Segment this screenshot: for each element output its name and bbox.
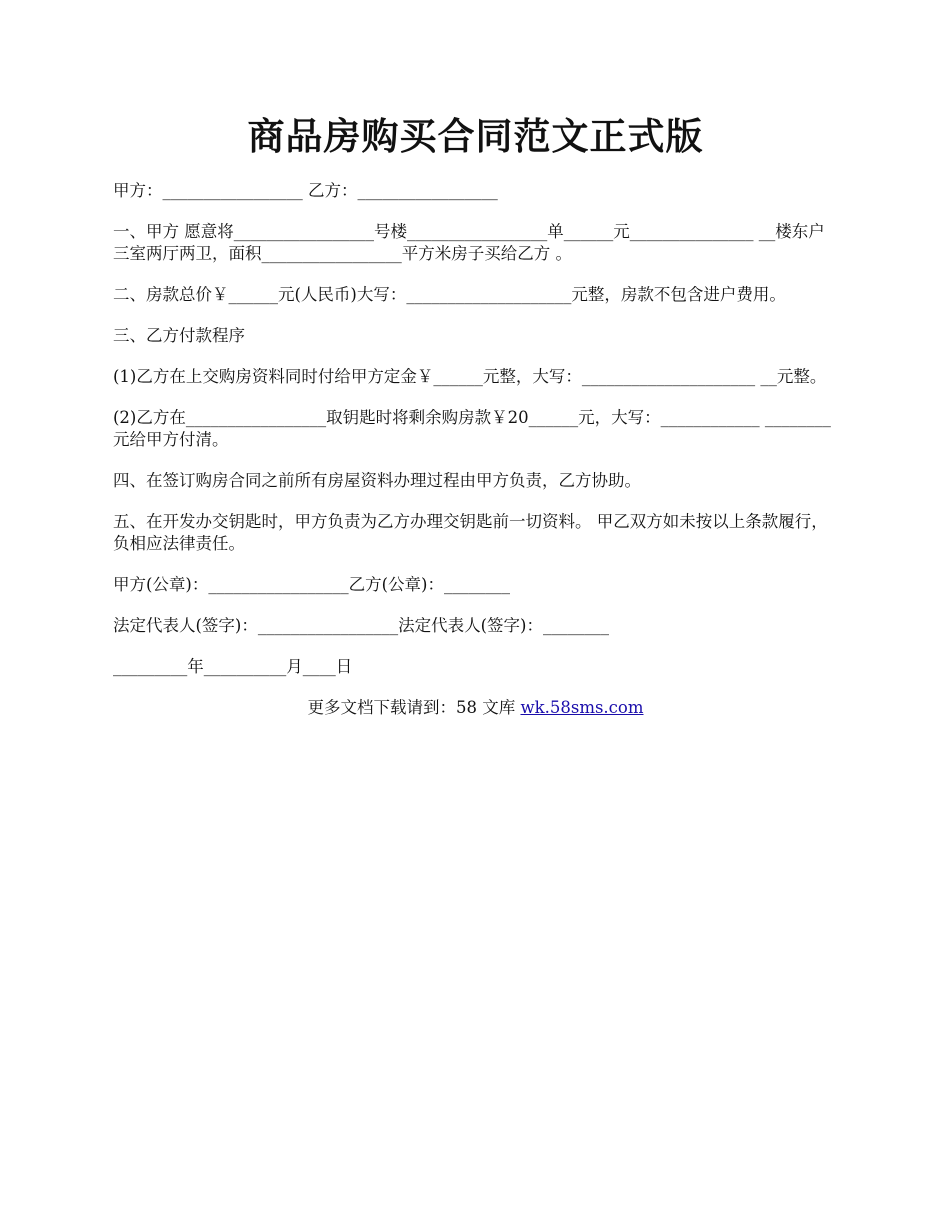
clause-5: 五、在开发办交钥匙时，甲方负责为乙方办理交钥匙前一切资料。 甲乙双方如未按以上条款履行，负相应法律责任。	[113, 512, 828, 553]
clause-3-heading: 三、乙方付款程序	[113, 326, 245, 345]
parties-line: 甲方：_________________ 乙方：_________________	[113, 181, 498, 200]
seal-line: 甲方(公章)：_________________乙方(公章)：________	[113, 575, 510, 594]
clause-3-item-2: (2)乙方在_________________取钥匙时将剩余购房款￥20______元，大写：____________ ________元给甲方付清。	[113, 408, 831, 449]
date-line: _________年__________月____日	[113, 657, 353, 676]
download-footer	[113, 697, 838, 719]
clause-2: 二、房款总价￥______元(人民币)大写：____________________元整，房款不包含进户费用。	[113, 285, 786, 304]
clause-4: 四、在签订购房合同之前所有房屋资料办理过程由甲方负责，乙方协助。	[113, 471, 641, 490]
document-page	[113, 112, 838, 719]
clause-3-item-1: (1)乙方在上交购房资料同时付给甲方定金￥______元整，大写：_____________________ __元整。	[113, 367, 827, 386]
document-title: 商品房购买合同范文正式版	[247, 114, 704, 158]
clause-1: 一、甲方 愿意将_________________号楼_________________单______元_______________ __楼东户三室两厅两卫，面积_________________平方米房子买给乙方 。	[113, 222, 825, 263]
signature-line: 法定代表人(签字)：_________________法定代表人(签字)：________	[113, 616, 609, 635]
footer-text: 更多文档下载请到：58 文库	[307, 698, 521, 717]
footer-link[interactable]: wk.58sms.com	[520, 698, 644, 717]
